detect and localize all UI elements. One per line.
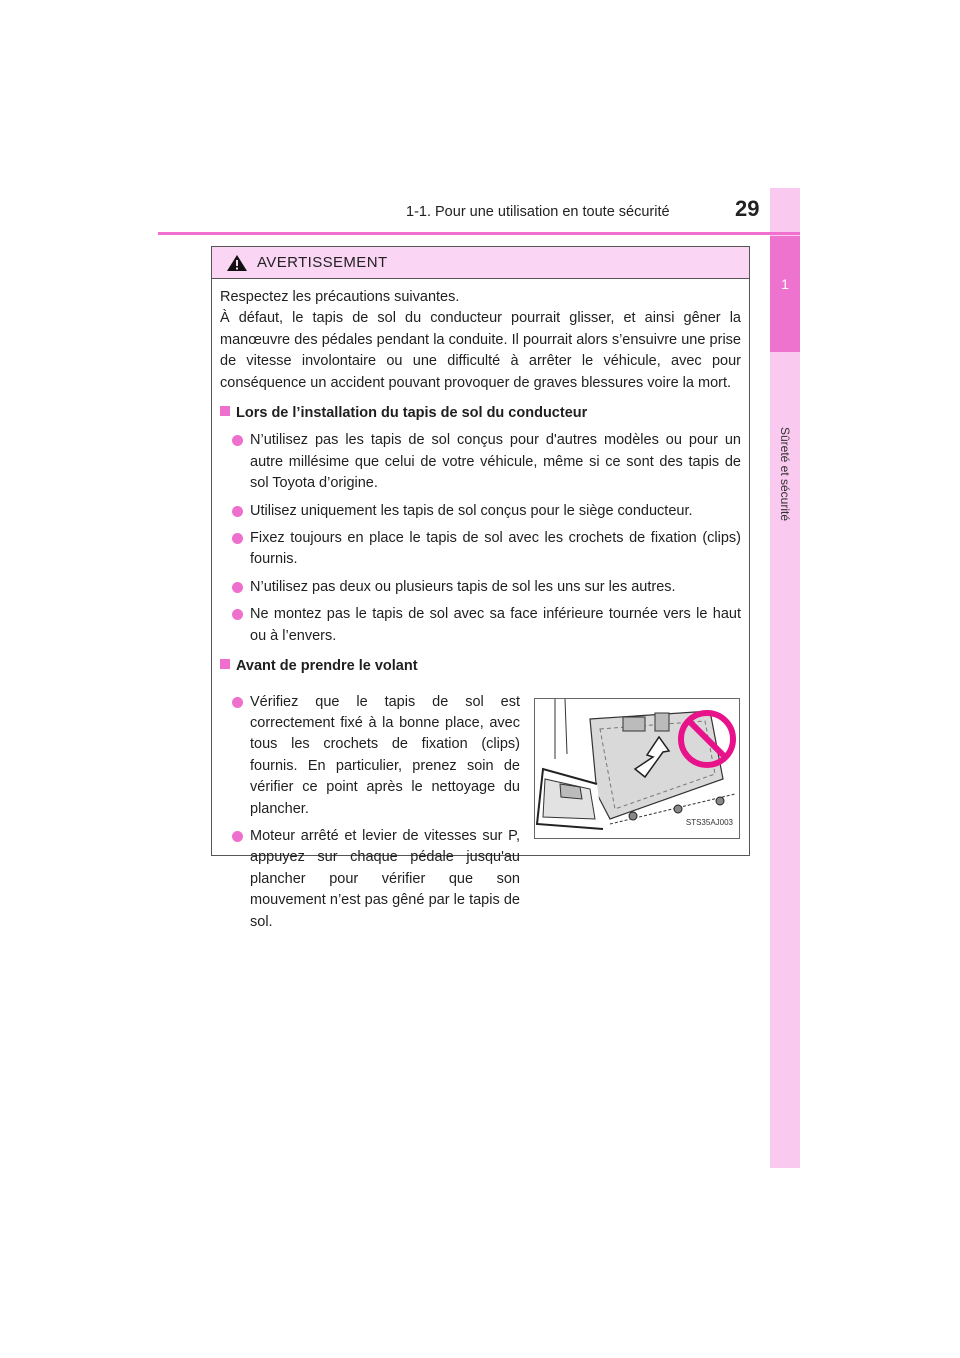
- list-item: Moteur arrêté et levier de vitesses sur P, appuyez sur chaque pédale jusqu'au plancher pour vérifier que son mouvement n’est pas gêné par le tapis de sol.: [220, 826, 520, 933]
- intro-paragraph: À défaut, le tapis de sol du conducteur pourrait glisser, et ainsi gêner la manœuvre des pédales pendant la conduite. Il pourrait alors s’ensuivre une prise de vitesse involontaire ou une difficulté à arrêter le véhicule, avec pour conséquence un accident pouvant provoquer de graves blessures voire la mort.: [220, 310, 741, 391]
- warning-box: [211, 246, 750, 930]
- section-heading: Avant de prendre le volant: [220, 656, 741, 677]
- list-item: Utilisez uniquement les tapis de sol conçus pour le siège conducteur.: [220, 501, 741, 522]
- warning-header: [212, 247, 749, 279]
- list-item: N’utilisez pas deux ou plusieurs tapis de sol les uns sur les autres.: [220, 577, 741, 598]
- header-rule: [158, 232, 800, 235]
- section-heading: Lors de l’installation du tapis de sol du conducteur: [220, 403, 741, 424]
- list-item: Fixez toujours en place le tapis de sol avec les crochets de fixation (clips) fournis.: [220, 528, 741, 571]
- bullet-dot-icon: [232, 609, 243, 620]
- warning-title: AVERTISSEMENT: [257, 254, 388, 271]
- chapter-label: Sûreté et sécurité: [778, 426, 792, 522]
- chapter-number: 1: [781, 276, 789, 292]
- bullet-dot-icon: [232, 506, 243, 517]
- bullet-dot-icon: [232, 533, 243, 544]
- list-item: Vérifiez que le tapis de sol est correctement fixé à la bonne place, avec tous les crochets de fixation (clips) fournis. En particulier, prenez soin de vérifier ce point après le nettoyage du plancher.: [220, 692, 520, 820]
- floor-mat-illustration: [534, 698, 740, 839]
- section-title: 1-1. Pour une utilisation en toute sécurité: [406, 204, 670, 220]
- intro-line: Respectez les précautions suivantes.: [220, 289, 460, 305]
- figure-text: [220, 682, 520, 933]
- list-item: N’utilisez pas les tapis de sol conçus pour d'autres modèles ou pour un autre millésime que celui de votre véhicule, même si ce sont des tapis de sol Toyota d’origine.: [220, 430, 741, 494]
- bullet-dot-icon: [232, 435, 243, 446]
- square-bullet-icon: [220, 406, 230, 416]
- chapter-tab: [770, 236, 800, 352]
- warning-triangle-icon: [226, 254, 248, 272]
- figure-row: [220, 682, 741, 933]
- page-number: 29: [735, 196, 760, 221]
- warning-body: [212, 279, 749, 933]
- square-bullet-icon: [220, 659, 230, 669]
- bullet-dot-icon: [232, 582, 243, 593]
- list-item: Ne montez pas le tapis de sol avec sa face inférieure tournée vers le haut ou à l’envers.: [220, 604, 741, 647]
- bullet-dot-icon: [232, 831, 243, 842]
- bullet-dot-icon: [232, 697, 243, 708]
- figure-code: STS35AJ003: [685, 818, 733, 828]
